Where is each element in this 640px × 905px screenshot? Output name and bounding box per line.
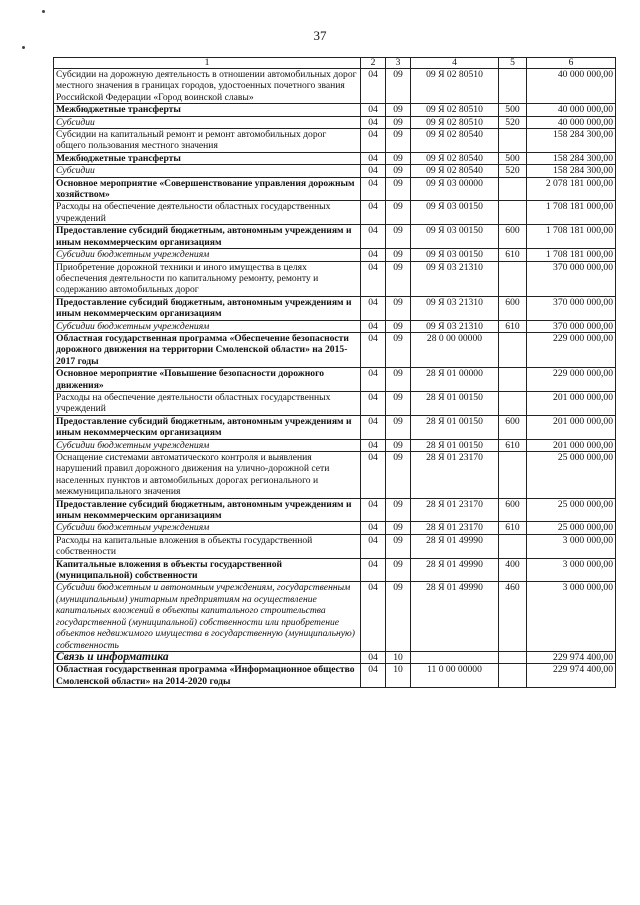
table-row <box>54 129 616 153</box>
table-row <box>54 651 616 663</box>
row-amount: 158 284 300,00 <box>527 152 616 164</box>
row-target-article: 28 0 00 00000 <box>411 332 499 367</box>
row-amount: 2 078 181 000,00 <box>527 177 616 201</box>
table-row <box>54 261 616 296</box>
row-amount: 370 000 000,00 <box>527 320 616 332</box>
row-section-code: 04 <box>361 391 386 415</box>
scan-speck <box>22 46 25 49</box>
table-row <box>54 249 616 261</box>
row-section-code: 04 <box>361 249 386 261</box>
table-row <box>54 104 616 116</box>
row-section-code: 04 <box>361 116 386 128</box>
row-subsection-code: 09 <box>386 498 411 522</box>
row-target-article: 28 Я 01 00150 <box>411 415 499 439</box>
row-expense-type: 600 <box>499 415 527 439</box>
row-name: Основное мероприятие «Повышение безопасности дорожного движения» <box>54 368 361 392</box>
row-expense-type: 520 <box>499 116 527 128</box>
row-subsection-code: 09 <box>386 522 411 534</box>
table-row <box>54 582 616 651</box>
row-subsection-code: 09 <box>386 534 411 558</box>
table-row <box>54 498 616 522</box>
row-amount: 25 000 000,00 <box>527 522 616 534</box>
row-target-article: 09 Я 03 00000 <box>411 177 499 201</box>
row-expense-type: 610 <box>499 320 527 332</box>
row-name: Предоставление субсидий бюджетным, автономным учреждениям и иным некоммерческим организациям <box>54 415 361 439</box>
row-target-article: 28 Я 01 49990 <box>411 534 499 558</box>
row-name: Областная государственная программа «Обеспечение безопасности дорожного движения на территории Смоленской области» на 2015-2017 годы <box>54 332 361 367</box>
row-subsection-code: 09 <box>386 69 411 104</box>
row-subsection-code: 09 <box>386 558 411 582</box>
row-amount: 158 284 300,00 <box>527 129 616 153</box>
row-amount: 229 974 400,00 <box>527 664 616 688</box>
table-header-row <box>54 58 616 69</box>
row-subsection-code: 09 <box>386 225 411 249</box>
row-expense-type: 400 <box>499 558 527 582</box>
row-target-article: 28 Я 01 00000 <box>411 368 499 392</box>
row-section-code: 04 <box>361 439 386 451</box>
row-subsection-code: 09 <box>386 582 411 651</box>
row-section-code: 04 <box>361 368 386 392</box>
row-target-article: 28 Я 01 00150 <box>411 439 499 451</box>
row-section-code: 04 <box>361 201 386 225</box>
row-target-article: 09 Я 03 21310 <box>411 320 499 332</box>
row-expense-type <box>499 261 527 296</box>
row-amount: 25 000 000,00 <box>527 498 616 522</box>
row-name: Межбюджетные трансферты <box>54 104 361 116</box>
row-amount: 229 000 000,00 <box>527 368 616 392</box>
row-name: Предоставление субсидий бюджетным, автономным учреждениям и иным некоммерческим организациям <box>54 296 361 320</box>
page-number: 37 <box>313 28 327 43</box>
table-row <box>54 332 616 367</box>
row-subsection-code: 09 <box>386 391 411 415</box>
row-section-code: 04 <box>361 69 386 104</box>
row-expense-type <box>499 391 527 415</box>
row-amount: 3 000 000,00 <box>527 582 616 651</box>
row-subsection-code: 09 <box>386 296 411 320</box>
row-name: Предоставление субсидий бюджетным, автономным учреждениям и иным некоммерческим организациям <box>54 498 361 522</box>
row-expense-type <box>499 664 527 688</box>
row-section-code: 04 <box>361 261 386 296</box>
table-body <box>54 58 616 688</box>
row-expense-type <box>499 69 527 104</box>
table-row <box>54 439 616 451</box>
row-target-article: 09 Я 02 80540 <box>411 165 499 177</box>
scan-speck <box>42 10 45 13</box>
header-cell: 5 <box>499 58 527 69</box>
row-expense-type <box>499 651 527 663</box>
row-section-code: 04 <box>361 177 386 201</box>
row-target-article: 09 Я 03 00150 <box>411 201 499 225</box>
row-amount: 40 000 000,00 <box>527 104 616 116</box>
row-subsection-code: 09 <box>386 452 411 499</box>
row-name: Субсидии бюджетным учреждениям <box>54 522 361 534</box>
row-section-code: 04 <box>361 664 386 688</box>
row-subsection-code: 09 <box>386 249 411 261</box>
row-subsection-code: 10 <box>386 651 411 663</box>
row-name: Приобретение дорожной техники и иного имущества в целях обеспечения деятельности по капитальному ремонту, ремонту и содержанию автомобильных дорог <box>54 261 361 296</box>
table-row <box>54 320 616 332</box>
row-target-article: 28 Я 01 00150 <box>411 391 499 415</box>
row-subsection-code: 09 <box>386 201 411 225</box>
row-name: Расходы на капитальные вложения в объекты государственной собственности <box>54 534 361 558</box>
row-target-article: 09 Я 02 80540 <box>411 129 499 153</box>
row-amount: 370 000 000,00 <box>527 296 616 320</box>
row-section-code: 04 <box>361 296 386 320</box>
row-section-code: 04 <box>361 320 386 332</box>
row-expense-type: 610 <box>499 522 527 534</box>
row-subsection-code: 09 <box>386 129 411 153</box>
row-expense-type: 460 <box>499 582 527 651</box>
table-row <box>54 368 616 392</box>
row-amount: 1 708 181 000,00 <box>527 249 616 261</box>
row-expense-type <box>499 332 527 367</box>
row-expense-type <box>499 534 527 558</box>
row-name: Расходы на обеспечение деятельности областных государственных учреждений <box>54 391 361 415</box>
row-name: Оснащение системами автоматического контроля и выявления нарушений правил дорожного движения на улично-дорожной сети населенных пунктов и автомобильных дорогах регионального и межмуниципального значения <box>54 452 361 499</box>
budget-table <box>53 57 616 688</box>
row-section-code: 04 <box>361 651 386 663</box>
row-expense-type: 600 <box>499 498 527 522</box>
row-target-article: 28 Я 01 23170 <box>411 522 499 534</box>
row-name: Субсидии на дорожную деятельность в отношении автомобильных дорог местного значения в границах городов, удостоенных почетного звания Российской Федерации «Город воинской славы» <box>54 69 361 104</box>
row-target-article: 28 Я 01 49990 <box>411 582 499 651</box>
row-target-article: 11 0 00 00000 <box>411 664 499 688</box>
row-name: Субсидии бюджетным учреждениям <box>54 249 361 261</box>
table-row <box>54 664 616 688</box>
table-row <box>54 69 616 104</box>
row-name: Субсидии <box>54 165 361 177</box>
row-subsection-code: 09 <box>386 320 411 332</box>
header-cell: 3 <box>386 58 411 69</box>
row-amount: 40 000 000,00 <box>527 116 616 128</box>
row-subsection-code: 10 <box>386 664 411 688</box>
table-row <box>54 534 616 558</box>
table-row <box>54 415 616 439</box>
row-expense-type: 600 <box>499 225 527 249</box>
row-expense-type: 520 <box>499 165 527 177</box>
row-target-article: 09 Я 02 80510 <box>411 116 499 128</box>
row-target-article: 28 Я 01 23170 <box>411 498 499 522</box>
row-expense-type <box>499 452 527 499</box>
row-name: Областная государственная программа «Информационное общество Смоленской области» на 2014-2020 годы <box>54 664 361 688</box>
row-expense-type: 600 <box>499 296 527 320</box>
row-name: Расходы на обеспечение деятельности областных государственных учреждений <box>54 201 361 225</box>
row-subsection-code: 09 <box>386 332 411 367</box>
row-section-code: 04 <box>361 104 386 116</box>
row-expense-type: 500 <box>499 104 527 116</box>
table-row <box>54 452 616 499</box>
row-amount: 201 000 000,00 <box>527 391 616 415</box>
table-row <box>54 558 616 582</box>
row-name: Основное мероприятие «Совершенствование управления дорожным хозяйством» <box>54 177 361 201</box>
row-amount: 201 000 000,00 <box>527 439 616 451</box>
row-name: Межбюджетные трансферты <box>54 152 361 164</box>
row-target-article: 09 Я 03 00150 <box>411 249 499 261</box>
row-subsection-code: 09 <box>386 177 411 201</box>
row-name: Субсидии бюджетным учреждениям <box>54 320 361 332</box>
table-row <box>54 177 616 201</box>
row-amount: 3 000 000,00 <box>527 558 616 582</box>
row-expense-type: 610 <box>499 439 527 451</box>
row-amount: 370 000 000,00 <box>527 261 616 296</box>
row-amount: 158 284 300,00 <box>527 165 616 177</box>
row-expense-type <box>499 177 527 201</box>
table-row <box>54 522 616 534</box>
row-expense-type <box>499 368 527 392</box>
row-target-article: 09 Я 02 80540 <box>411 152 499 164</box>
row-amount: 40 000 000,00 <box>527 69 616 104</box>
table-row <box>54 225 616 249</box>
row-target-article: 09 Я 03 21310 <box>411 296 499 320</box>
row-target-article: 09 Я 03 00150 <box>411 225 499 249</box>
row-name: Предоставление субсидий бюджетным, автономным учреждениям и иным некоммерческим организациям <box>54 225 361 249</box>
row-name: Связь и информатика <box>54 651 361 663</box>
row-amount: 1 708 181 000,00 <box>527 201 616 225</box>
row-subsection-code: 09 <box>386 116 411 128</box>
row-section-code: 04 <box>361 522 386 534</box>
row-name: Субсидии бюджетным и автономным учреждениям, государственным (муниципальным) унитарным предприятиям на осуществление капитальных вложений в объекты капитального строительства государственной (муниципальной) собственности или приобретение объектов недвижимого имущества в государственную (муниципальную) собственность <box>54 582 361 651</box>
row-amount: 25 000 000,00 <box>527 452 616 499</box>
row-name: Субсидии <box>54 116 361 128</box>
table-row <box>54 116 616 128</box>
row-subsection-code: 09 <box>386 104 411 116</box>
row-name: Субсидии бюджетным учреждениям <box>54 439 361 451</box>
header-cell: 6 <box>527 58 616 69</box>
row-section-code: 04 <box>361 558 386 582</box>
row-section-code: 04 <box>361 225 386 249</box>
table-row <box>54 165 616 177</box>
row-subsection-code: 09 <box>386 261 411 296</box>
row-section-code: 04 <box>361 152 386 164</box>
row-name: Капитальные вложения в объекты государственной (муниципальной) собственности <box>54 558 361 582</box>
row-amount: 201 000 000,00 <box>527 415 616 439</box>
row-section-code: 04 <box>361 452 386 499</box>
header-cell: 4 <box>411 58 499 69</box>
row-expense-type: 610 <box>499 249 527 261</box>
row-section-code: 04 <box>361 498 386 522</box>
table-row <box>54 391 616 415</box>
row-target-article <box>411 651 499 663</box>
row-section-code: 04 <box>361 165 386 177</box>
row-expense-type <box>499 201 527 225</box>
row-amount: 229 000 000,00 <box>527 332 616 367</box>
row-amount: 229 974 400,00 <box>527 651 616 663</box>
table-row <box>54 152 616 164</box>
row-section-code: 04 <box>361 534 386 558</box>
row-subsection-code: 09 <box>386 152 411 164</box>
row-expense-type <box>499 129 527 153</box>
row-subsection-code: 09 <box>386 165 411 177</box>
header-cell: 1 <box>54 58 361 69</box>
row-section-code: 04 <box>361 332 386 367</box>
header-cell: 2 <box>361 58 386 69</box>
row-target-article: 09 Я 02 80510 <box>411 104 499 116</box>
row-subsection-code: 09 <box>386 368 411 392</box>
row-section-code: 04 <box>361 129 386 153</box>
row-section-code: 04 <box>361 415 386 439</box>
row-subsection-code: 09 <box>386 415 411 439</box>
row-name: Субсидии на капитальный ремонт и ремонт автомобильных дорог общего пользования местного значения <box>54 129 361 153</box>
row-amount: 3 000 000,00 <box>527 534 616 558</box>
row-expense-type: 500 <box>499 152 527 164</box>
row-subsection-code: 09 <box>386 439 411 451</box>
row-target-article: 28 Я 01 23170 <box>411 452 499 499</box>
row-target-article: 09 Я 03 21310 <box>411 261 499 296</box>
table-row <box>54 201 616 225</box>
table-row <box>54 296 616 320</box>
row-section-code: 04 <box>361 582 386 651</box>
row-target-article: 28 Я 01 49990 <box>411 558 499 582</box>
row-amount: 1 708 181 000,00 <box>527 225 616 249</box>
row-target-article: 09 Я 02 80510 <box>411 69 499 104</box>
